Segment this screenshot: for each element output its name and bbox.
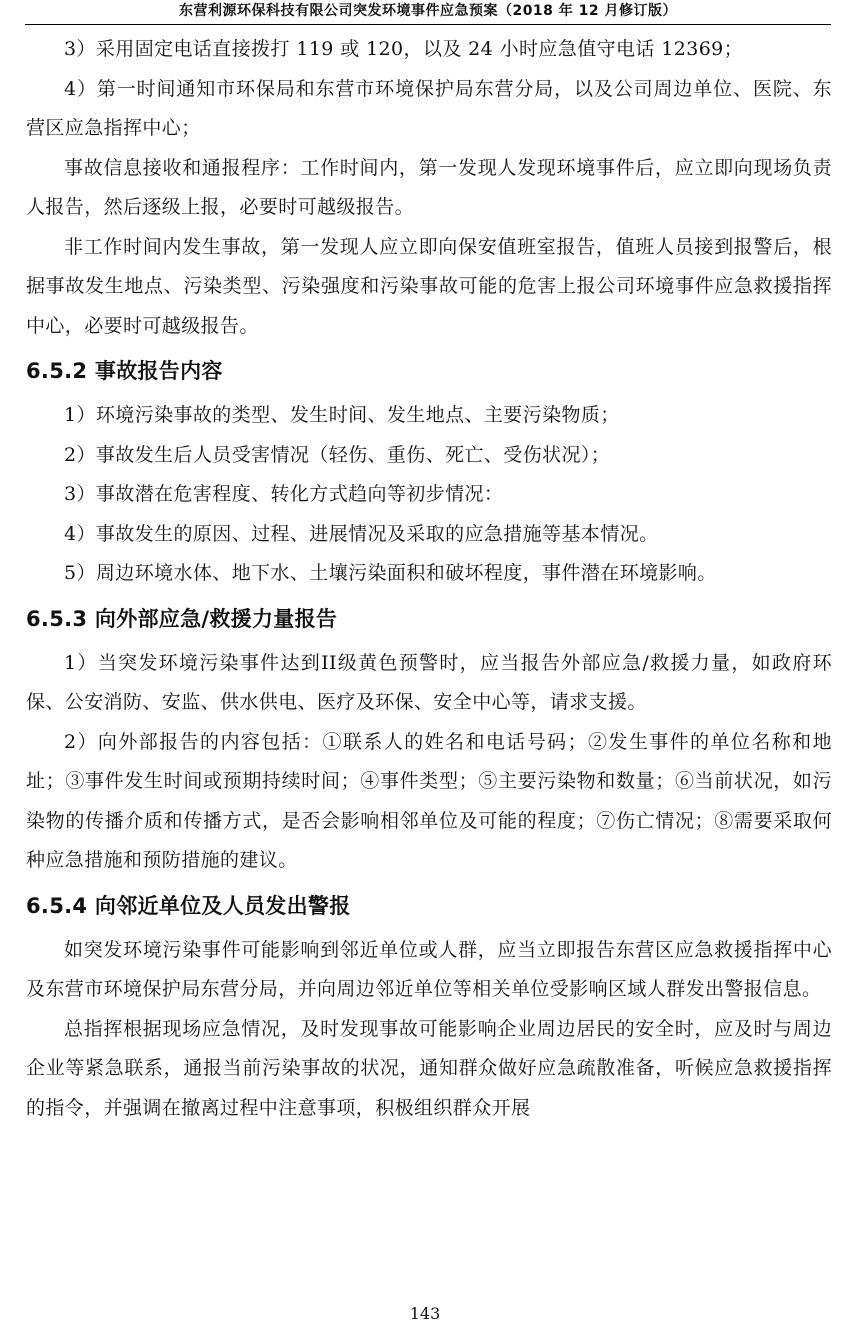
page-header: 东营利源环保科技有限公司突发环境事件应急预案（2018 年 12 月修订版） — [25, 0, 831, 25]
paragraph: 4）第一时间通知市环保局和东营市环境保护局东营分局，以及公司周边单位、医院、东营区应急指挥中心； — [26, 77, 832, 139]
paragraph: 总指挥根据现场应急情况，及时发现事故可能影响企业周边居民的安全时，应及时与周边企业等紧急联系，通报当前污染事故的状况，通知群众做好应急疏散准备，听候应急救援指挥的指令，并强调在撤离过程中注意事项，积极组织群众开展 — [26, 1017, 832, 1119]
list-item: 2）事故发生后人员受害情况（轻伤、重伤、死亡、受伤状况）； — [64, 443, 611, 466]
paragraph: 2）向外部报告的内容包括：①联系人的姓名和电话号码；②发生事件的单位名称和地址；③事件发生时间或预期持续时间；④事件类型；⑤主要污染物和数量；⑥当前状况，如污染物的传播介质和传播方式，是否会影响相邻单位及可能的程度；⑦伤亡情况；⑧需要采取何种应急措施和预防措施的建议。 — [26, 730, 832, 871]
list-item: 1）环境污染事故的类型、发生时间、发生地点、主要污染物质； — [64, 404, 620, 426]
paragraph: 如突发环境污染事件可能影响到邻近单位或人群，应当立即报告东营区应急救援指挥中心及东营市环境保护局东营分局，并向周边邻近单位等相关单位受影响区域人群发出警报信息。 — [26, 938, 832, 1000]
list-item: 5）周边环境水体、地下水、土壤污染面积和破坏程度，事件潜在环境影响。 — [64, 562, 717, 584]
paragraph: 3）采用固定电话直接拨打 119 或 120，以及 24 小时应急值守电话 12369； — [64, 38, 744, 60]
page-number: 143 — [409, 1304, 441, 1323]
list-item: 3）事故潜在危害程度、转化方式趋向等初步情况： — [64, 483, 504, 505]
list-item: 4）事故发生的原因、过程、进展情况及采取的应急措施等基本情况。 — [64, 522, 659, 545]
paragraph: 事故信息接收和通报程序：工作时间内，第一发现人发现环境事件后，应立即向现场负责人报告，然后逐级上报，必要时可越级报告。 — [26, 156, 832, 218]
document-body — [26, 30, 832, 1128]
paragraph: 1）当突发环境污染事件达到II级黄色预警时，应当报告外部应急/救援力量，如政府环保、公安消防、安监、供水供电、医疗及环保、安全中心等，请求支援。 — [26, 651, 832, 713]
paragraph: 非工作时间内发生事故，第一发现人应立即向保安值班室报告，值班人员接到报警后，根据事故发生地点、污染类型、污染强度和污染事故可能的危害上报公司环境事件应急救援指挥中心，必要时可越级报告。 — [26, 235, 832, 337]
section-heading-6-5-2: 6.5.2 事故报告内容 — [26, 359, 223, 383]
section-heading-6-5-3: 6.5.3 向外部应急/救援力量报告 — [26, 606, 338, 631]
section-heading-6-5-4: 6.5.4 向邻近单位及人员发出警报 — [26, 893, 351, 918]
